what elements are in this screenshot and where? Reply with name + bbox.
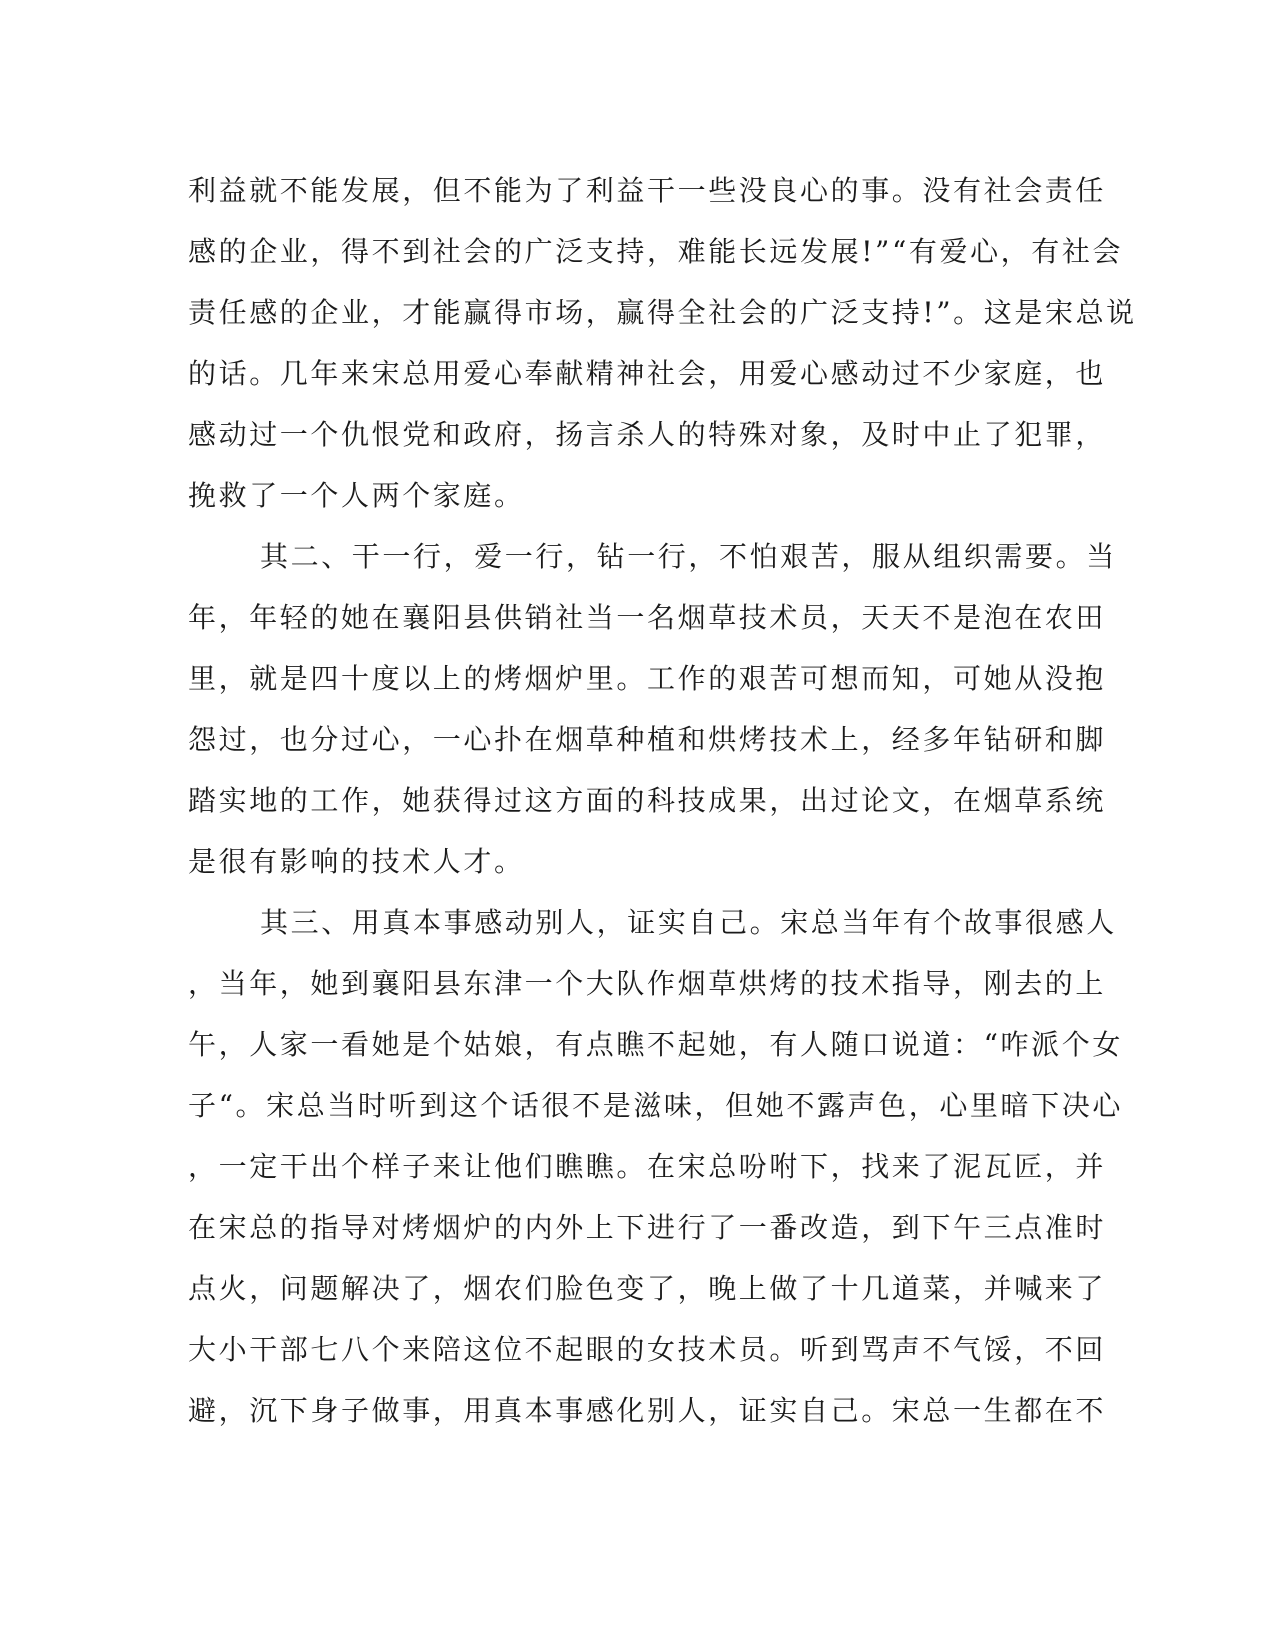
text-line: 年，年轻的她在襄阳县供销社当一名烟草技术员，天天不是泡在农田 (188, 601, 1107, 634)
text-line: 踏实地的工作，她获得过这方面的科技成果，出过论文，在烟草系统 (188, 784, 1107, 817)
text-line: 是很有影响的技术人才。 (188, 845, 525, 878)
text-line: 感动过一个仇恨党和政府，扬言杀人的特殊对象，及时中止了犯罪， (188, 418, 1107, 451)
paragraph-start-line: 其二、干一行，爱一行，钻一行，不怕艰苦，服从组织需要。当 (260, 540, 1117, 573)
text-line: 怨过，也分过心，一心扑在烟草种植和烘烤技术上，经多年钻研和脚 (188, 723, 1107, 756)
text-line: ，当年，她到襄阳县东津一个大队作烟草烘烤的技术指导，刚去的上 (188, 967, 1107, 1000)
paragraph-start-line: 其三、用真本事感动别人，证实自己。宋总当年有个故事很感人 (260, 906, 1117, 939)
text-line: 点火，问题解决了，烟农们脸色变了，晚上做了十几道菜，并喊来了 (188, 1272, 1107, 1305)
text-line: 午，人家一看她是个姑娘，有点瞧不起她，有人随口说道：“咋派个女 (188, 1028, 1123, 1061)
text-line: 利益就不能发展，但不能为了利益干一些没良心的事。没有社会责任 (188, 174, 1107, 207)
body-text (188, 160, 1137, 1441)
text-line: ，一定干出个样子来让他们瞧瞧。在宋总吩咐下，找来了泥瓦匠，并 (188, 1150, 1107, 1183)
text-line: 责任感的企业，才能赢得市场，赢得全社会的广泛支持!”。这是宋总说 (188, 296, 1137, 329)
text-line: 里，就是四十度以上的烤烟炉里。工作的艰苦可想而知，可她从没抱 (188, 662, 1107, 695)
text-line: 大小干部七八个来陪这位不起眼的女技术员。听到骂声不气馁，不回 (188, 1333, 1107, 1366)
text-line: 子“。宋总当时听到这个话很不是滋味，但她不露声色，心里暗下决心 (188, 1089, 1123, 1122)
text-line: 的话。几年来宋总用爱心奉献精神社会，用爱心感动过不少家庭，也 (188, 357, 1107, 390)
text-line: 挽救了一个人两个家庭。 (188, 479, 525, 512)
text-line: 避，沉下身子做事，用真本事感化别人，证实自己。宋总一生都在不 (188, 1394, 1107, 1427)
text-line: 感的企业，得不到社会的广泛支持，难能长远发展!”“有爱心，有社会 (188, 235, 1124, 268)
text-line: 在宋总的指导对烤烟炉的内外上下进行了一番改造，到下午三点准时 (188, 1211, 1107, 1244)
